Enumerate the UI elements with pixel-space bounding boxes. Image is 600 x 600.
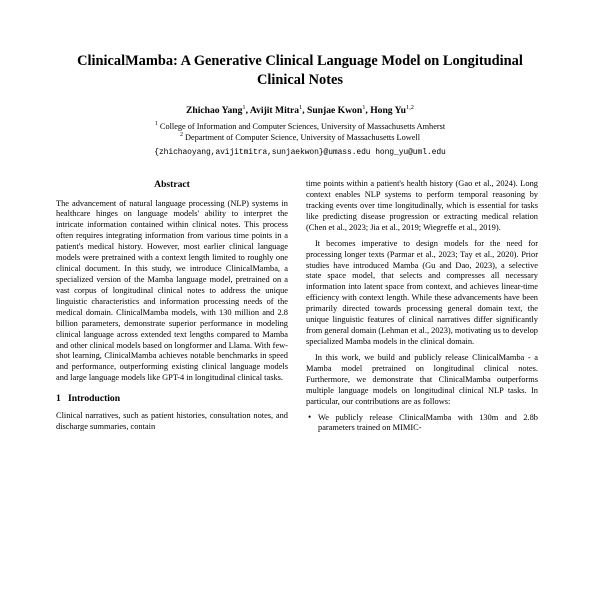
body-columns — [56, 179, 544, 437]
author-4: Hong Yu — [370, 105, 407, 117]
introduction-title: Introduction — [68, 393, 121, 405]
introduction-number: 1 — [56, 393, 61, 405]
right-column — [306, 179, 538, 437]
right-paragraph-3: In this work, we build and publicly release ClinicalMamba - a Mamba model pretrained on longitudinal clinical notes. Furthermore, we demonstrate that ClinicalMamba outperforms multiple language models on longitudinal clinical NLP tasks. In particular, our contributions are as follows: — [306, 352, 538, 406]
left-column — [56, 179, 288, 437]
author-3-affil-marker: 1 — [362, 104, 366, 112]
affiliation-2 — [56, 132, 544, 144]
author-1-affil-marker: 1 — [242, 104, 246, 112]
list-item: • We publicly release ClinicalMamba with 130m and 2.8b parameters trained on MIMIC- — [306, 413, 538, 435]
author-emails: {zhichaoyang,avijitmitra,sunjaekwon}@umass.edu hong_yu@uml.edu — [154, 148, 446, 158]
page-title: ClinicalMamba: A Generative Clinical Language Model on Longitudinal Clinical Notes — [77, 53, 523, 89]
introduction-heading — [56, 393, 288, 405]
abstract-heading: Abstract — [154, 179, 190, 191]
affiliation-2-marker: 2 — [179, 132, 183, 139]
author-2-affil-marker: 1 — [299, 104, 303, 112]
contributions-list — [306, 413, 538, 435]
introduction-paragraph-1: Clinical narratives, such as patient histories, consultation notes, and discharge summaries, contain — [56, 410, 288, 431]
author-3: Sunjae Kwon — [307, 105, 363, 117]
right-paragraph-2: It becomes imperative to design models for the need for processing longer texts (Parmar et al., 2023; Tay et al., 2020). Prior studies have introduced Mamba (Gu and Dao, 2023), a selective state space model, that selects and compresses all necessary information into latent space from context, and achieves linear-time efficiency with context length. While these advancements have been primarily directed towards processing general domain text, the unique linguistic features of clinical narratives differ significantly from general domain (Lehman et al., 2023), motivating us to develop specialized Mamba models in the clinical domain. — [306, 238, 538, 346]
affiliation-1-text: College of Information and Computer Sciences, University of Massachusetts Amherst — [159, 121, 446, 131]
abstract-text: The advancement of natural language processing (NLP) systems in healthcare hinges on language models' ability to interpret the intricate information contained within clinical notes. This process often requires integrating information from various time points in a patient's medical history. However, most earlier clinical language models were pretrained with a context length limited to roughly one clinical document. In this study, we introduce ClinicalMamba, a specialized version of the Mamba language model, pretrained on a vast corpus of longitudinal clinical notes to address the unique linguistic characteristics and information processing needs of the medical domain. ClinicalMamba models, with 130 million and 2.8 billion parameters, demonstrate superior performance in modeling clinical language across extended text lengths compared to Mamba and other clinical models based on longformer and Llama. With few-shot learning, ClinicalMamba achieves notable benchmarks in speed and performance, outperforming existing clinical language models and large language models like GPT-4 in longitudinal clinical tasks. — [56, 198, 288, 383]
affiliation-1 — [56, 121, 544, 133]
author-2: Avijit Mitra — [249, 105, 299, 117]
author-1: Zhichao Yang — [185, 105, 243, 117]
affiliation-1-marker: 1 — [154, 120, 158, 127]
affiliation-2-text: Department of Computer Science, University of Massachusetts Lowell — [185, 133, 421, 143]
right-paragraph-1: time points within a patient's health history (Gao et al., 2024). Long context enables NLP systems to perform temporal reasoning by tracking events over time longitudinally, which is essential for tasks like predicting disease progression or extracting medical relation (Chen et al., 2023; Jia et al., 2019; Wiegreffe et al., 2019). — [306, 179, 538, 232]
author-4-affil-marker: 1,2 — [406, 104, 415, 112]
author-list: Zhichao Yang$^1$, Avijit Mitra$^1$, Sunjae Kwon$^1$, Hong Yu$^{1,2}$ — [185, 104, 415, 117]
